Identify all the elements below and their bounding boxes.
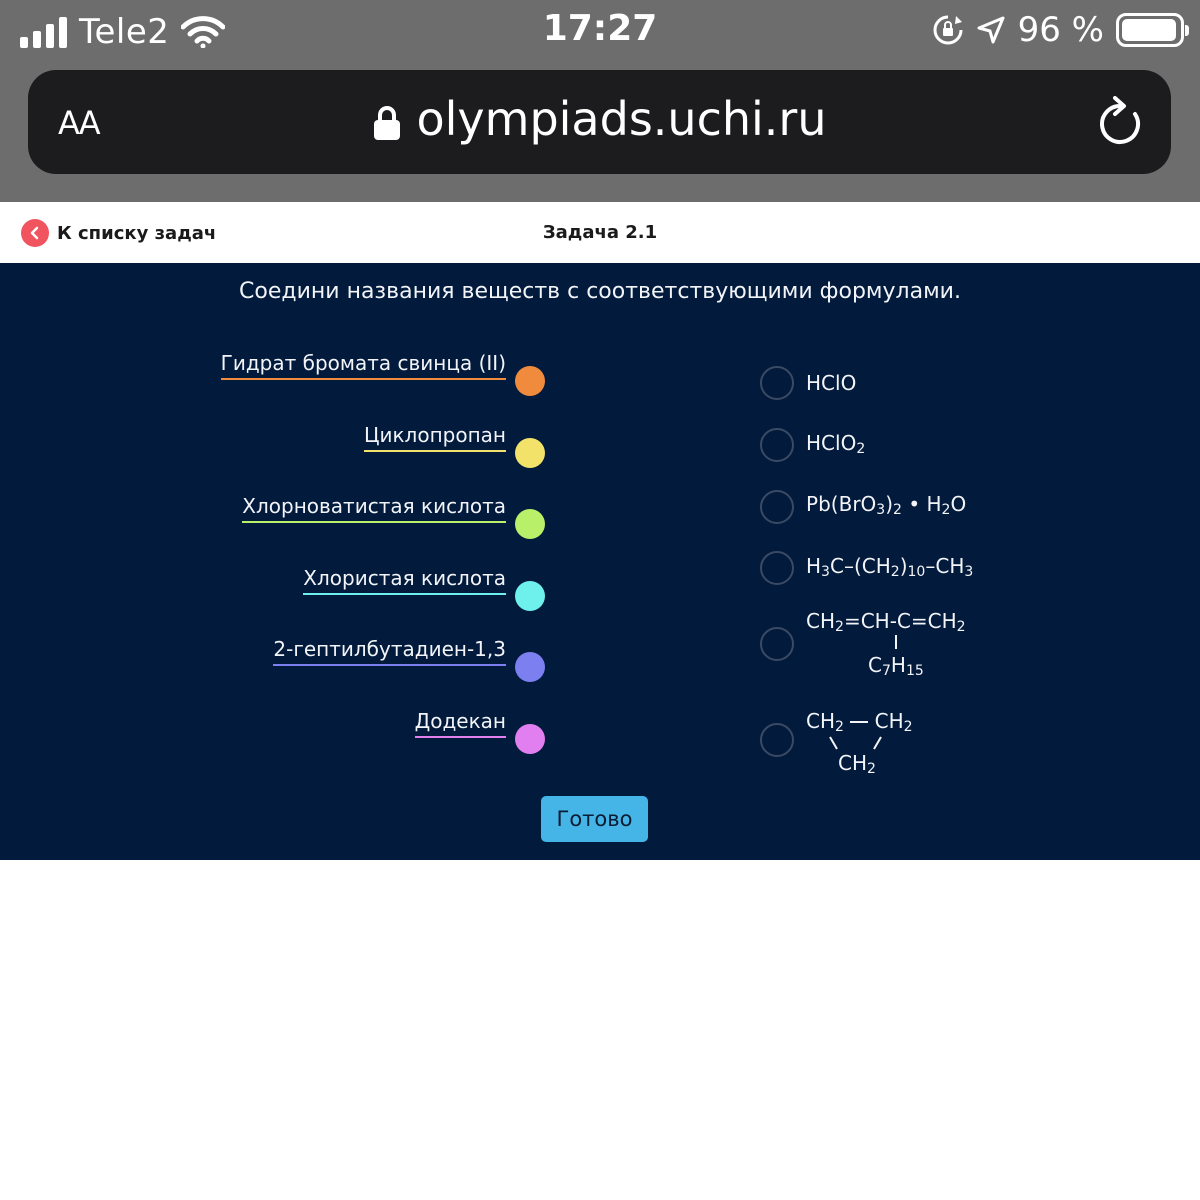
connector-dot[interactable] (515, 581, 545, 611)
connector-dot[interactable] (515, 366, 545, 396)
substance-item (303, 566, 506, 595)
battery-icon (1116, 13, 1184, 47)
task-question: Соедини названия веществ с соответствующими формулами. (239, 279, 961, 304)
status-bar (0, 0, 1200, 62)
formula-text: HClO$_2$ (806, 431, 866, 457)
url-text: olympiads.uchi.ru (416, 92, 827, 146)
location-arrow-icon (976, 15, 1006, 45)
target-ring[interactable] (760, 428, 794, 462)
substance-item (415, 709, 506, 738)
substance-label[interactable]: Хлористая кислота (303, 566, 506, 595)
done-button[interactable]: Готово (541, 796, 648, 842)
battery-percent: 96 % (1017, 10, 1104, 50)
formula-text: HClO (806, 371, 857, 395)
formula-text: $H_3C-(CH_2)_{10}-CH_3$ (806, 554, 974, 580)
browser-chrome (0, 0, 1200, 202)
reload-icon[interactable] (1097, 96, 1145, 148)
target-ring[interactable] (760, 627, 794, 661)
back-label: К списку задач (57, 222, 217, 244)
target-ring[interactable] (760, 490, 794, 524)
connector-dot[interactable] (515, 724, 545, 754)
substance-label[interactable]: Додекан (415, 709, 506, 738)
target-ring[interactable] (760, 723, 794, 757)
text-size-label: AA (58, 104, 99, 142)
battery-fill (1122, 19, 1176, 41)
substance-label[interactable]: Хлорноватистая кислота (242, 494, 506, 523)
page-header (0, 202, 1200, 263)
task-title: Задача 2.1 (542, 222, 658, 243)
connector-dot[interactable] (515, 509, 545, 539)
substance-label[interactable]: Циклопропан (364, 423, 506, 452)
substance-label[interactable]: 2-гептилбутадиен-1,3 (273, 637, 506, 666)
substance-label[interactable]: Гидрат бромата свинца (II) (221, 351, 506, 380)
cyclopropane-structure: $CH_2$ $CH_2$ $CH_2$ (806, 709, 913, 777)
connector-dot[interactable] (515, 652, 545, 682)
address-bar[interactable] (28, 70, 1171, 174)
lock-icon (373, 105, 401, 141)
target-ring[interactable] (760, 366, 794, 400)
matching-task-panel (0, 263, 1200, 860)
clock: 17:27 (542, 8, 658, 49)
target-ring[interactable] (760, 551, 794, 585)
substance-item (364, 423, 506, 452)
formula-text: $Pb(BrO_3)_2$ • $H_2O$ (806, 492, 967, 518)
url-display[interactable] (28, 92, 1171, 146)
substance-item (273, 637, 506, 666)
rotation-lock-icon (932, 14, 964, 46)
connector-dot[interactable] (515, 438, 545, 468)
substance-item (221, 351, 506, 380)
butadiene-structure: $CH_2=CH-C=CH_2$ $C_7H_{15}$ (806, 609, 966, 679)
substance-item (242, 494, 506, 523)
carrier-name: Tele2 (79, 12, 170, 52)
